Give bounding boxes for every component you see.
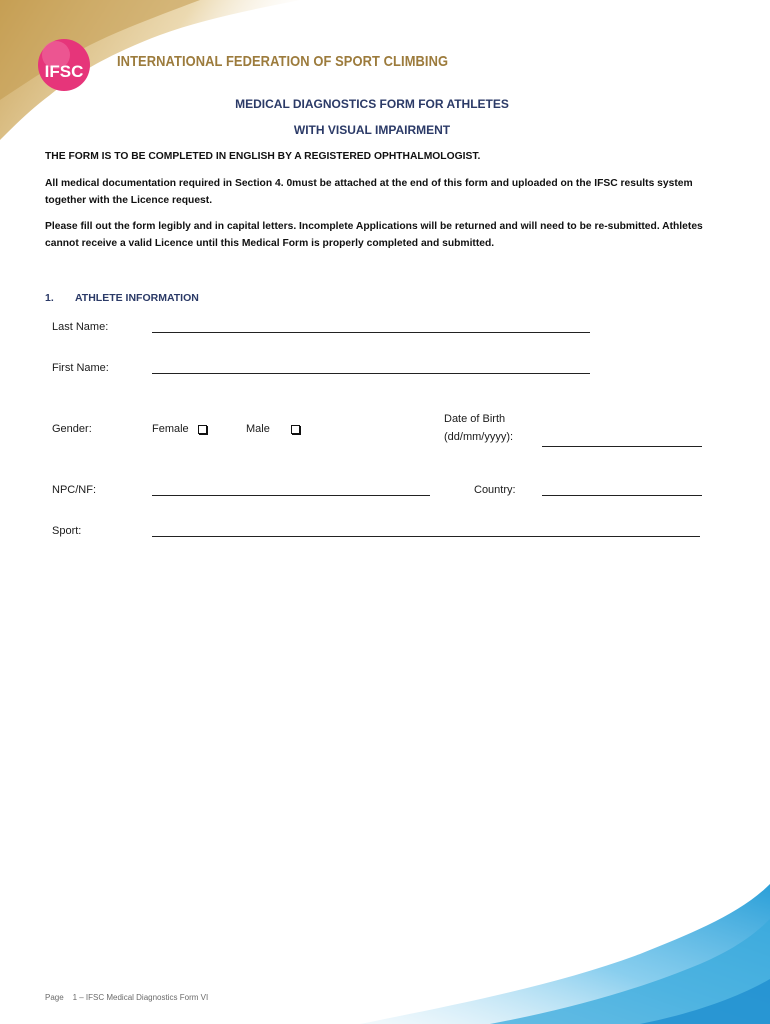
country-field[interactable]: [542, 495, 702, 496]
sport-label: Sport:: [52, 525, 82, 537]
npc-nf-field[interactable]: [152, 495, 430, 496]
dob-label-line-1: Date of Birth: [444, 413, 506, 425]
female-checkbox[interactable]: [198, 425, 207, 434]
form-title-line-1: MEDICAL DIAGNOSTICS FORM FOR ATHLETES: [235, 97, 509, 111]
male-label: Male: [246, 423, 270, 435]
form-title-line-2: WITH VISUAL IMPAIRMENT: [293, 123, 451, 137]
dob-label-line-2: (dd/mm/yyyy):: [444, 431, 514, 443]
section-number: 1.: [45, 292, 54, 304]
ifsc-logo: [28, 37, 100, 91]
npc-nf-label: NPC/NF:: [52, 484, 96, 496]
female-label: Female: [152, 423, 189, 435]
section-title: ATHLETE INFORMATION: [75, 292, 199, 304]
sport-field[interactable]: [152, 536, 700, 537]
instruction-legibility: Please fill out the form legibly and in capital letters. Incomplete Applications will be returned and will need to be re-submitted. Athletes cannot receive a valid Licence until this Medical Form is properly completed and submitted.: [45, 221, 703, 249]
male-checkbox[interactable]: [291, 425, 300, 434]
page-footer: Page 1 – IFSC Medical Diagnostics Form VI: [45, 993, 209, 1002]
country-label: Country:: [474, 484, 516, 496]
section-1-heading: [45, 292, 199, 304]
footer-wave-decoration: [340, 884, 770, 1024]
instruction-english: THE FORM IS TO BE COMPLETED IN ENGLISH BY A REGISTERED OPHTHALMOLOGIST.: [45, 151, 481, 162]
last-name-label: Last Name:: [52, 321, 109, 333]
last-name-field[interactable]: [152, 332, 590, 333]
organization-name: INTERNATIONAL FEDERATION OF SPORT CLIMBING: [117, 53, 449, 70]
logo-text: IFSC: [44, 62, 84, 81]
instruction-documentation: All medical documentation required in Section 4. 0must be attached at the end of this form and uploaded on the IFSC results system together with the Licence request.: [45, 178, 693, 206]
dob-field[interactable]: [542, 446, 702, 447]
first-name-label: First Name:: [52, 362, 109, 374]
first-name-field[interactable]: [152, 373, 590, 374]
gender-label: Gender:: [52, 423, 92, 435]
